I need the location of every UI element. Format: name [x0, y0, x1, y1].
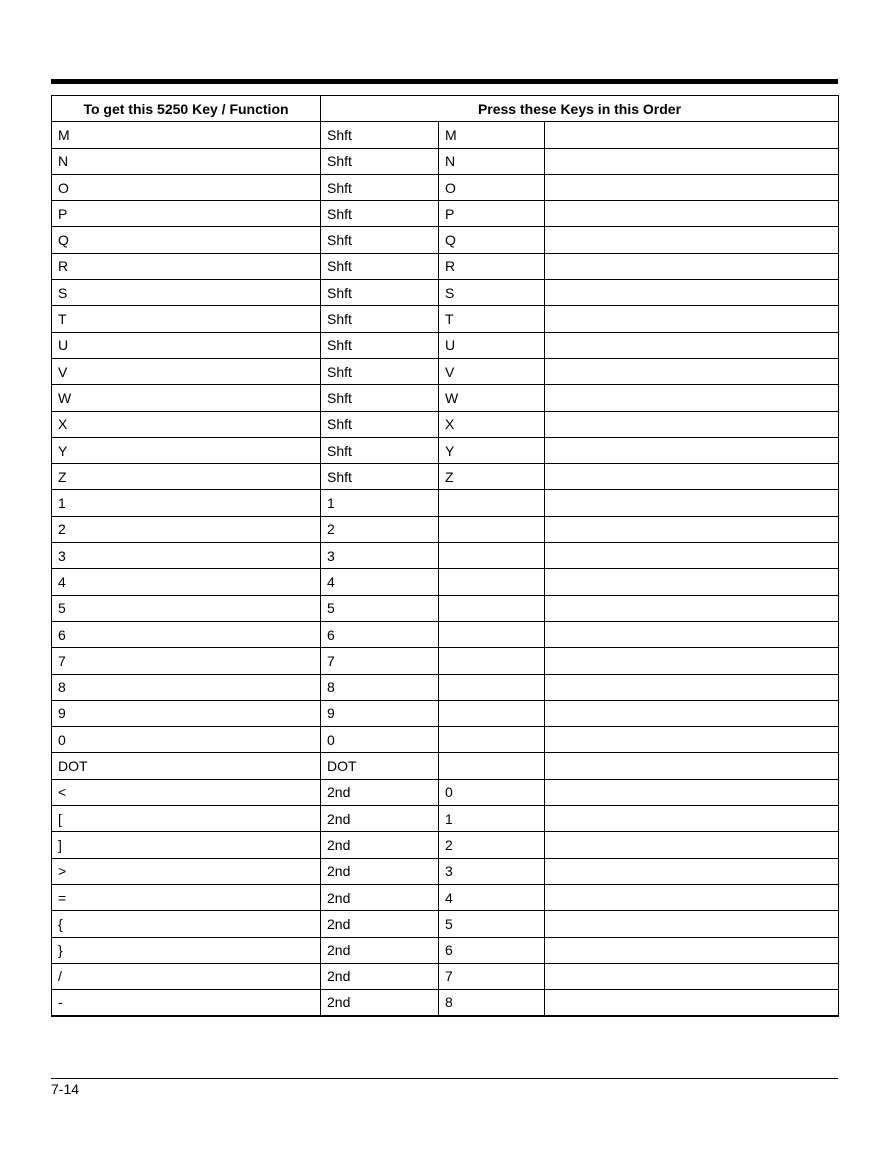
key-3-cell: [545, 174, 839, 200]
key-1-cell: 3: [321, 543, 439, 569]
key-2-cell: O: [439, 174, 545, 200]
function-cell: 0: [52, 727, 321, 753]
key-2-cell: 4: [439, 884, 545, 910]
key-2-cell: [439, 700, 545, 726]
key-1-cell: Shft: [321, 253, 439, 279]
table-row: [52, 648, 839, 674]
function-cell: <: [52, 779, 321, 805]
key-2-cell: [439, 648, 545, 674]
function-cell: 8: [52, 674, 321, 700]
key-3-cell: [545, 437, 839, 463]
key-1-cell: 7: [321, 648, 439, 674]
table-row: [52, 148, 839, 174]
key-1-cell: 6: [321, 621, 439, 647]
key-3-cell: [545, 911, 839, 937]
table-row: [52, 990, 839, 1016]
table-row: [52, 280, 839, 306]
function-cell: Y: [52, 437, 321, 463]
table-row: [52, 543, 839, 569]
key-2-cell: 6: [439, 937, 545, 963]
function-cell: Q: [52, 227, 321, 253]
key-3-cell: [545, 332, 839, 358]
table-row: [52, 858, 839, 884]
table-row: [52, 464, 839, 490]
table-row: [52, 490, 839, 516]
key-1-cell: 5: [321, 595, 439, 621]
key-3-cell: [545, 569, 839, 595]
key-1-cell: Shft: [321, 464, 439, 490]
key-2-cell: 5: [439, 911, 545, 937]
key-2-cell: [439, 674, 545, 700]
table-row: [52, 306, 839, 332]
function-cell: ]: [52, 832, 321, 858]
page-number: 7-14: [51, 1081, 80, 1097]
key-3-cell: [545, 253, 839, 279]
key-1-cell: 2nd: [321, 990, 439, 1016]
footer-rule: [51, 1078, 838, 1079]
key-1-cell: 0: [321, 727, 439, 753]
key-3-cell: [545, 674, 839, 700]
key-1-cell: Shft: [321, 306, 439, 332]
key-3-cell: [545, 884, 839, 910]
key-2-cell: 0: [439, 779, 545, 805]
function-cell: {: [52, 911, 321, 937]
table-row: [52, 621, 839, 647]
function-cell: T: [52, 306, 321, 332]
key-3-cell: [545, 806, 839, 832]
function-cell: 4: [52, 569, 321, 595]
key-1-cell: Shft: [321, 174, 439, 200]
key-mapping-table: [51, 95, 839, 1017]
key-2-cell: [439, 569, 545, 595]
key-1-cell: Shft: [321, 358, 439, 384]
key-1-cell: 2nd: [321, 806, 439, 832]
function-cell: 6: [52, 621, 321, 647]
table-row: [52, 700, 839, 726]
table-row: [52, 227, 839, 253]
key-3-cell: [545, 648, 839, 674]
key-1-cell: 9: [321, 700, 439, 726]
key-3-cell: [545, 227, 839, 253]
key-1-cell: 2nd: [321, 937, 439, 963]
function-cell: 5: [52, 595, 321, 621]
key-2-cell: V: [439, 358, 545, 384]
key-1-cell: 4: [321, 569, 439, 595]
key-2-cell: [439, 516, 545, 542]
function-cell: 9: [52, 700, 321, 726]
table-row: [52, 253, 839, 279]
key-2-cell: R: [439, 253, 545, 279]
key-2-cell: Q: [439, 227, 545, 253]
key-2-cell: 1: [439, 806, 545, 832]
key-1-cell: 2nd: [321, 858, 439, 884]
key-1-cell: Shft: [321, 332, 439, 358]
table-body: [52, 122, 839, 1016]
key-1-cell: 2nd: [321, 963, 439, 989]
key-2-cell: X: [439, 411, 545, 437]
key-3-cell: [545, 201, 839, 227]
key-3-cell: [545, 543, 839, 569]
key-3-cell: [545, 122, 839, 148]
key-3-cell: [545, 280, 839, 306]
key-2-cell: M: [439, 122, 545, 148]
key-2-cell: [439, 595, 545, 621]
function-cell: O: [52, 174, 321, 200]
key-1-cell: Shft: [321, 385, 439, 411]
function-cell: }: [52, 937, 321, 963]
key-3-cell: [545, 306, 839, 332]
table-row: [52, 122, 839, 148]
function-cell: Z: [52, 464, 321, 490]
table-row: [52, 937, 839, 963]
key-1-cell: 8: [321, 674, 439, 700]
key-1-cell: 2: [321, 516, 439, 542]
table-row: [52, 806, 839, 832]
table-row: [52, 727, 839, 753]
key-1-cell: Shft: [321, 227, 439, 253]
key-1-cell: Shft: [321, 201, 439, 227]
key-1-cell: Shft: [321, 122, 439, 148]
key-3-cell: [545, 490, 839, 516]
function-cell: W: [52, 385, 321, 411]
key-2-cell: W: [439, 385, 545, 411]
function-cell: X: [52, 411, 321, 437]
function-cell: 2: [52, 516, 321, 542]
table-row: [52, 911, 839, 937]
key-3-cell: [545, 385, 839, 411]
key-3-cell: [545, 411, 839, 437]
key-2-cell: 2: [439, 832, 545, 858]
table-row: [52, 595, 839, 621]
table-row: [52, 884, 839, 910]
table-row: [52, 201, 839, 227]
table-header-row: [52, 96, 839, 122]
key-3-cell: [545, 937, 839, 963]
key-1-cell: 1: [321, 490, 439, 516]
key-2-cell: P: [439, 201, 545, 227]
table-row: [52, 174, 839, 200]
key-2-cell: 8: [439, 990, 545, 1016]
function-cell: N: [52, 148, 321, 174]
function-cell: 1: [52, 490, 321, 516]
column-header-keys: Press these Keys in this Order: [321, 96, 839, 122]
key-3-cell: [545, 700, 839, 726]
key-1-cell: DOT: [321, 753, 439, 779]
function-cell: /: [52, 963, 321, 989]
table-row: [52, 674, 839, 700]
header-rule: [51, 79, 838, 84]
table-row: [52, 832, 839, 858]
function-cell: [: [52, 806, 321, 832]
function-cell: M: [52, 122, 321, 148]
function-cell: -: [52, 990, 321, 1016]
key-1-cell: Shft: [321, 148, 439, 174]
key-3-cell: [545, 858, 839, 884]
key-2-cell: [439, 727, 545, 753]
table-row: [52, 411, 839, 437]
key-3-cell: [545, 148, 839, 174]
key-2-cell: [439, 543, 545, 569]
key-2-cell: S: [439, 280, 545, 306]
key-1-cell: Shft: [321, 411, 439, 437]
key-3-cell: [545, 516, 839, 542]
table-row: [52, 437, 839, 463]
function-cell: R: [52, 253, 321, 279]
function-cell: U: [52, 332, 321, 358]
function-cell: P: [52, 201, 321, 227]
key-2-cell: [439, 753, 545, 779]
key-2-cell: Y: [439, 437, 545, 463]
key-2-cell: U: [439, 332, 545, 358]
key-1-cell: 2nd: [321, 779, 439, 805]
key-2-cell: N: [439, 148, 545, 174]
function-cell: V: [52, 358, 321, 384]
key-1-cell: 2nd: [321, 884, 439, 910]
table-row: [52, 358, 839, 384]
column-header-function: To get this 5250 Key / Function: [52, 96, 321, 122]
table-row: [52, 332, 839, 358]
key-3-cell: [545, 727, 839, 753]
function-cell: S: [52, 280, 321, 306]
key-3-cell: [545, 621, 839, 647]
key-2-cell: T: [439, 306, 545, 332]
table-row: [52, 779, 839, 805]
key-1-cell: Shft: [321, 437, 439, 463]
key-3-cell: [545, 990, 839, 1016]
key-3-cell: [545, 595, 839, 621]
table-row: [52, 963, 839, 989]
key-3-cell: [545, 753, 839, 779]
key-1-cell: 2nd: [321, 911, 439, 937]
table-row: [52, 753, 839, 779]
key-1-cell: Shft: [321, 280, 439, 306]
key-2-cell: 3: [439, 858, 545, 884]
function-cell: 3: [52, 543, 321, 569]
function-cell: 7: [52, 648, 321, 674]
function-cell: >: [52, 858, 321, 884]
key-2-cell: [439, 621, 545, 647]
key-3-cell: [545, 464, 839, 490]
table-row: [52, 516, 839, 542]
key-3-cell: [545, 832, 839, 858]
key-2-cell: 7: [439, 963, 545, 989]
function-cell: =: [52, 884, 321, 910]
table-row: [52, 569, 839, 595]
key-1-cell: 2nd: [321, 832, 439, 858]
table-row: [52, 385, 839, 411]
function-cell: DOT: [52, 753, 321, 779]
key-3-cell: [545, 779, 839, 805]
key-3-cell: [545, 358, 839, 384]
key-2-cell: [439, 490, 545, 516]
key-3-cell: [545, 963, 839, 989]
key-2-cell: Z: [439, 464, 545, 490]
